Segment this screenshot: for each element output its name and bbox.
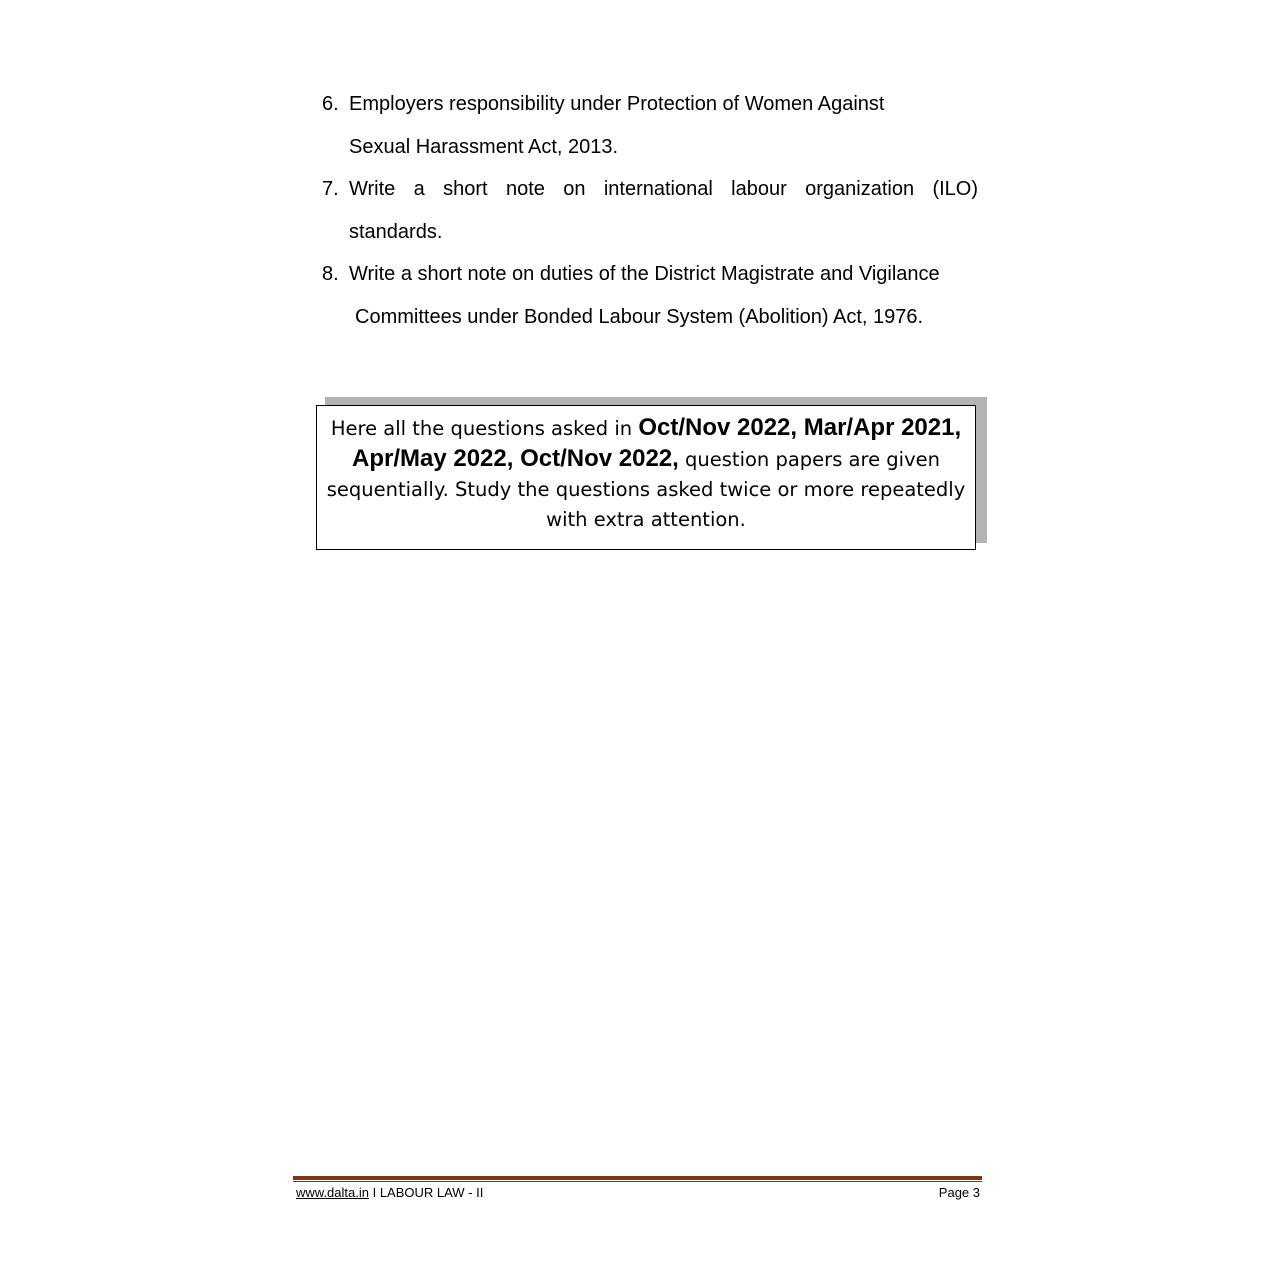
question-text-line: Write a short note on international labour organization (ILO) <box>349 178 978 200</box>
question-text-line: Employers responsibility under Protection of Women Against <box>349 93 885 115</box>
question-text-line: Sexual Harassment Act, 2013. <box>349 135 619 158</box>
question-text-line: Committees under Bonded Labour System (Abolition) Act, 1976. <box>355 305 924 328</box>
question-8 <box>322 253 978 338</box>
question-7 <box>322 168 978 253</box>
question-text-line: standards. <box>349 220 443 243</box>
question-text-line: Write a short note on duties of the District Magistrate and Vigilance <box>349 263 940 285</box>
footer-rule <box>293 1176 982 1180</box>
footer-left <box>296 1185 483 1200</box>
question-number: 6. <box>322 93 339 115</box>
question-number: 7. <box>322 178 339 200</box>
notice-intro: Here all the questions asked in <box>330 417 639 440</box>
question-6 <box>322 83 978 168</box>
footer-subject: I LABOUR LAW - II <box>368 1185 484 1200</box>
question-list <box>322 83 978 338</box>
notice-sessions: Oct/Nov 2022, Mar/Apr 2021, Apr/May 2022, Oct/Nov 2022, <box>352 414 962 472</box>
page-number: Page 3 <box>938 1185 980 1200</box>
question-number: 8. <box>322 263 339 285</box>
footer-rule-thin <box>293 1181 982 1182</box>
site-link[interactable]: www.dalta.in <box>296 1185 369 1200</box>
page-footer <box>296 1185 980 1200</box>
notice-box <box>316 405 976 550</box>
notice-rest: question papers are given sequentially. Study the questions asked twice or more repeatedly with extra attention. <box>326 448 966 531</box>
